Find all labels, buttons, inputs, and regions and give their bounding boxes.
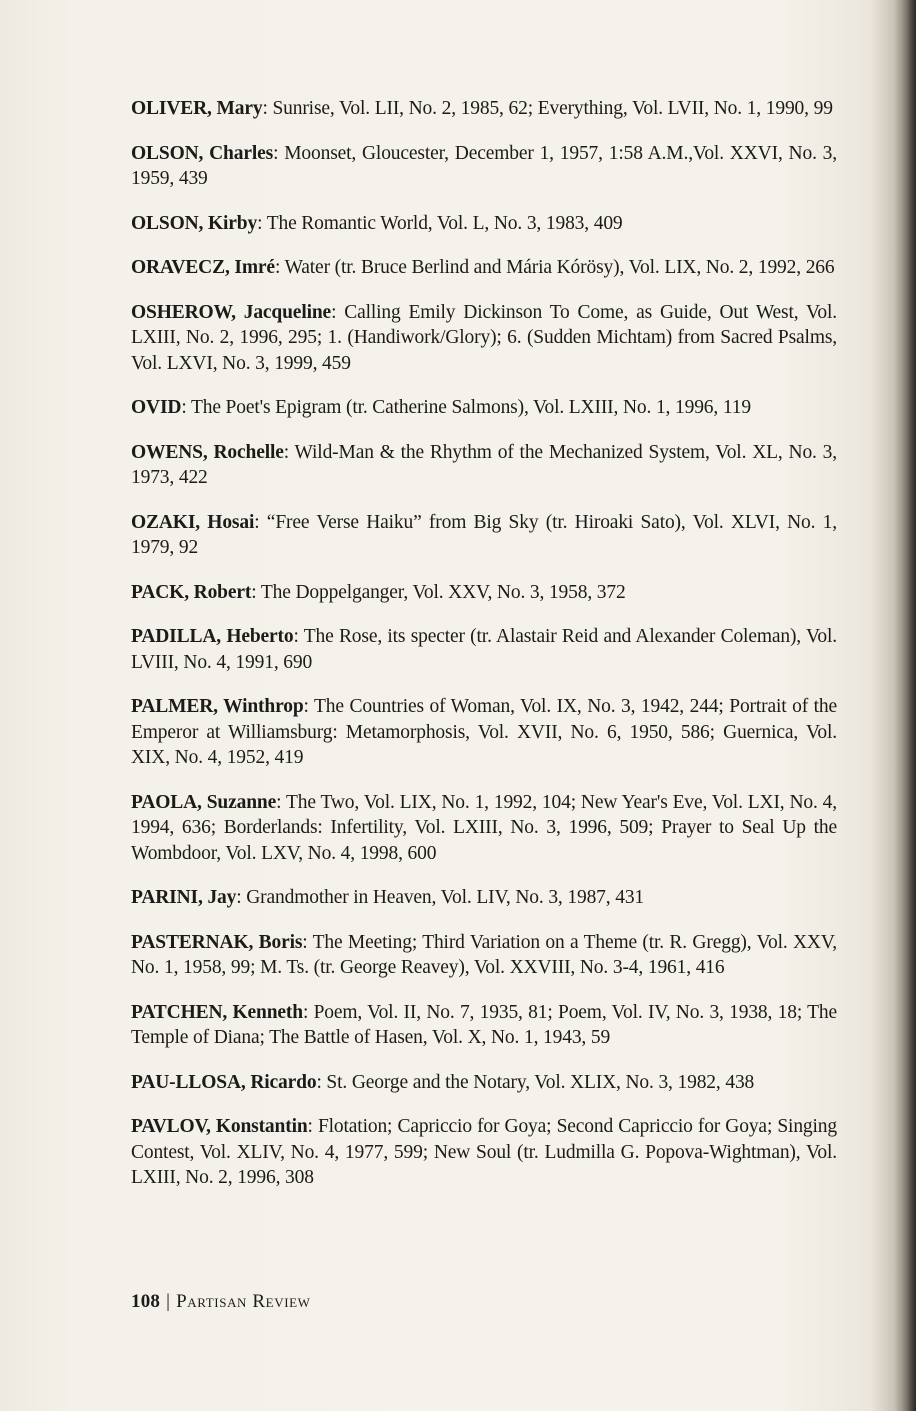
entry-works: : Grandmother in Heaven, Vol. LIV, No. 3, 1987, 431	[236, 887, 645, 908]
index-entry	[131, 885, 837, 911]
entry-works: : The Doppelganger, Vol. XXV, No. 3, 1958, 372	[251, 581, 626, 603]
index-entry	[131, 255, 837, 281]
entry-author: OLIVER, Mary	[131, 98, 263, 119]
footer-separator: |	[166, 1291, 171, 1312]
entry-works: : Poem, Vol. II, No. 7, 1935, 81; Poem, Vol. IV, No. 3, 1938, 18; The Temple of Diana; The Battle of Hasen, Vol. X, No. 1, 1943, 59	[131, 1001, 837, 1048]
entry-author: OZAKI, Hosai	[131, 511, 255, 533]
entry-works: : Flotation; Capriccio for Goya; Second Capriccio for Goya; Singing Contest, Vol. XLIV, No. 4, 1977, 599; New Soul (tr. Ludmilla G. Popova-Wightman), Vol. LXIII, No. 2, 1996, 308	[131, 1116, 837, 1188]
entry-works: : The Poet's Epigram (tr. Catherine Salmons), Vol. LXIII, No. 1, 1996, 119	[181, 397, 751, 418]
entry-works: : St. George and the Notary, Vol. XLIX, No. 3, 1982, 438	[316, 1071, 755, 1093]
entry-works: : Calling Emily Dickinson To Come, as Guide, Out West, Vol. LXIII, No. 2, 1996, 295; 1. (Handiwork/Glory); 6. (Sudden Michtam) from Sacred Psalms, Vol. LXVI, No. 3, 1999, 459	[131, 301, 837, 374]
index-entries	[131, 96, 837, 1210]
index-entry	[131, 1114, 837, 1191]
index-entry	[131, 1000, 837, 1051]
index-entry	[131, 790, 837, 867]
index-entry	[131, 395, 837, 421]
entry-author: OWENS, Rochelle	[131, 441, 284, 463]
index-entry	[131, 580, 837, 606]
page-footer	[131, 1290, 311, 1314]
entry-works: : “Free Verse Haiku” from Big Sky (tr. Hiroaki Sato), Vol. XLVI, No. 1, 1979, 92	[131, 511, 838, 558]
entry-author: PAVLOV, Konstantin	[131, 1116, 308, 1137]
entry-author: PACK, Robert	[131, 581, 252, 603]
journal-title: Partisan Review	[176, 1291, 311, 1312]
entry-author: PARINI, Jay	[131, 887, 237, 908]
entry-works: : Wild-Man & the Rhythm of the Mechanized System, Vol. XL, No. 3, 1973, 422	[131, 441, 837, 488]
entry-author: PADILLA, Heberto	[131, 626, 294, 647]
entry-author: PAU-LLOSA, Ricardo	[131, 1071, 317, 1093]
index-entry	[131, 624, 837, 675]
index-entry	[131, 211, 837, 237]
index-entry	[131, 440, 837, 491]
entry-author: PAOLA, Suzanne	[131, 791, 277, 813]
entry-author: OSHEROW, Jacqueline	[131, 301, 332, 323]
entry-author: OLSON, Kirby	[131, 212, 258, 234]
index-entry	[131, 930, 837, 981]
entry-works: : The Countries of Woman, Vol. IX, No. 3, 1942, 244; Portrait of the Emperor at Williamsburg: Metamorphosis, Vol. XVII, No. 6, 1950, 586; Guernica, Vol. XIX, No. 4, 1952, 419	[131, 696, 837, 768]
entry-works: : Sunrise, Vol. LII, No. 2, 1985, 62; Everything, Vol. LVII, No. 1, 1990, 99	[262, 98, 833, 119]
entry-works: : The Two, Vol. LIX, No. 1, 1992, 104; New Year's Eve, Vol. LXI, No. 4, 1994, 636; Borderlands: Infertility, Vol. LXIII, No. 3, 1996, 509; Prayer to Seal Up the Wombdoor, Vol. LXV, No. 4, 1998, 600	[131, 791, 837, 864]
index-entry	[131, 1070, 837, 1096]
entry-author: OVID	[131, 397, 182, 418]
entry-works: : Moonset, Gloucester, December 1, 1957, 1:58 A.M.,Vol. XXVI, No. 3, 1959, 439	[131, 142, 837, 189]
entry-works: : The Romantic World, Vol. L, No. 3, 1983, 409	[257, 212, 623, 234]
index-entry	[131, 141, 837, 192]
entry-author: PATCHEN, Kenneth	[131, 1001, 303, 1023]
entry-author: ORAVECZ, Imré	[131, 257, 275, 278]
index-entry	[131, 300, 837, 377]
entry-author: OLSON, Charles	[131, 142, 274, 164]
index-entry	[131, 510, 837, 561]
entry-author: PASTERNAK, Boris	[131, 931, 303, 953]
spine-shadow	[894, 0, 916, 1411]
entry-works: : Water (tr. Bruce Berlind and Mária Kórösy), Vol. LIX, No. 2, 1992, 266	[274, 257, 835, 278]
page-number: 108	[131, 1291, 161, 1312]
index-entry	[131, 694, 837, 771]
entry-works: : The Meeting; Third Variation on a Theme (tr. R. Gregg), Vol. XXV, No. 1, 1958, 99; M. Ts. (tr. George Reavey), Vol. XXVIII, No. 3-4, 1961, 416	[131, 931, 838, 978]
entry-author: PALMER, Winthrop	[131, 696, 304, 717]
entry-works: : The Rose, its specter (tr. Alastair Reid and Alexander Coleman), Vol. LVIII, No. 4, 1991, 690	[131, 626, 838, 673]
index-entry	[131, 96, 837, 122]
